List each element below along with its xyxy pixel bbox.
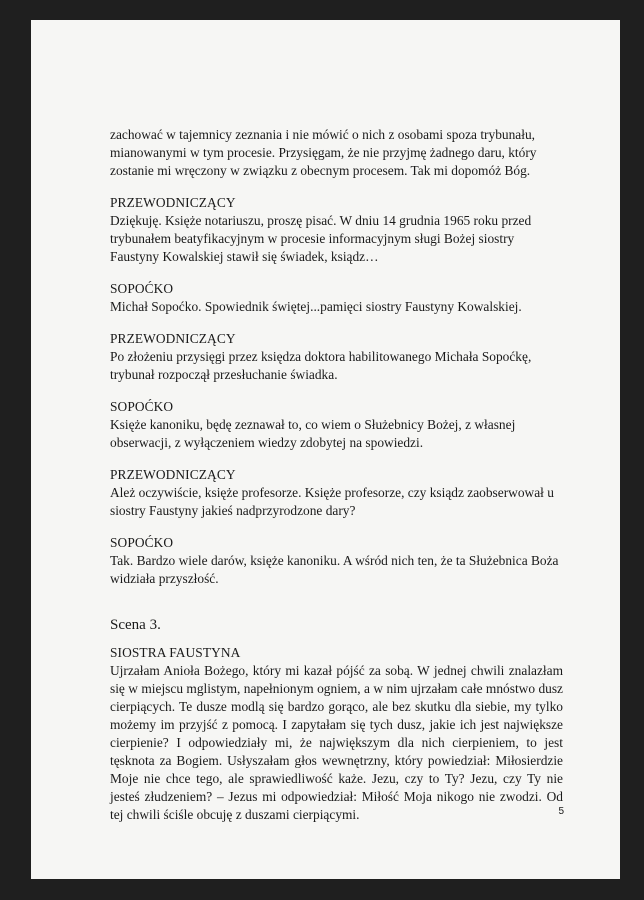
paragraph-6	[110, 534, 563, 588]
speaker-name: PRZEWODNICZĄCY	[110, 331, 236, 346]
speaker-name: SOPOĆKO	[110, 281, 174, 296]
speaker-name: SOPOĆKO	[110, 535, 174, 550]
paragraph-5	[110, 466, 563, 520]
paragraph-text: Ujrzałam Anioła Bożego, który mi kazał pójść za sobą. W jednej chwili znalazłam się w miejscu mglistym, napełnionym ogniem, a w nim ujrzałam całe mnóstwo dusz cierpiących. Te dusze modlą się bardzo gorąco, ale bez skutku dla siebie, my tylko możemy im przyjść z pomocą. I zapytałam się tych dusz, jakie ich jest największe cierpienie? I odpowiedziały mi, że największym dla nich cierpieniem, to jest tęsknota za Bogiem. Usłyszałam głos wewnętrzny, który powiedział: Miłosierdzie Moje nie chce tego, ale sprawiedliwość każe. Jezu, czy to Ty? Jezu, czy Ty nie jesteś złudzeniem? – Jezus mi odpowiedział: Miłość Moja nikogo nie zwodzi. Od tej chwili ściśle obcuję z duszami cierpiącymi.	[110, 663, 563, 822]
page-number: 5	[558, 806, 564, 817]
paragraph-0	[110, 126, 563, 180]
paragraph-3	[110, 330, 563, 384]
speaker-name: PRZEWODNICZĄCY	[110, 195, 236, 210]
speaker-name: SOPOĆKO	[110, 399, 174, 414]
paragraph-text: Michał Sopoćko. Spowiednik świętej...pamięci siostry Faustyny Kowalskiej.	[110, 299, 522, 314]
speaker-name: SIOSTRA FAUSTYNA	[110, 645, 241, 660]
page-content	[110, 126, 563, 824]
paragraph-text: Tak. Bardzo wiele darów, księże kanoniku. A wśród nich ten, że ta Służebnica Boża widziała przyszłość.	[110, 553, 559, 586]
paragraph-text: Księże kanoniku, będę zeznawał to, co wiem o Służebnicy Bożej, z własnej obserwacji, z wyłączeniem wiedzy zdobytej na spowiedzi.	[110, 417, 516, 450]
paragraph-text: Po złożeniu przysięgi przez księdza doktora habilitowanego Michała Sopoćkę, trybunał rozpoczął przesłuchanie świadka.	[110, 349, 532, 382]
paragraph-4	[110, 398, 563, 452]
speaker-name: PRZEWODNICZĄCY	[110, 467, 236, 482]
paragraph-text: Ależ oczywiście, księże profesorze. Księże profesorze, czy ksiądz zaobserwował u siostry Faustyny jakieś nadprzyrodzone dary?	[110, 485, 554, 518]
paragraph-text: Dziękuję. Księże notariuszu, proszę pisać. W dniu 14 grudnia 1965 roku przed trybunałem beatyfikacyjnym w procesie informacyjnym sługi Bożej siostry Faustyny Kowalskiej stawił się świadek, ksiądz…	[110, 213, 532, 264]
document-page	[31, 20, 620, 879]
paragraph-1	[110, 194, 563, 266]
scene-heading: Scena 3.	[110, 617, 161, 633]
paragraph-2	[110, 280, 563, 316]
paragraph-text: zachować w tajemnicy zeznania i nie mówić o nich z osobami spoza trybunału, mianowanymi w tym procesie. Przysięgam, że nie przyjmę żadnego daru, który zostanie mi wręczony w związku z obecnym procesem. Tak mi dopomóż Bóg.	[110, 127, 537, 178]
scene-paragraph	[110, 644, 563, 824]
